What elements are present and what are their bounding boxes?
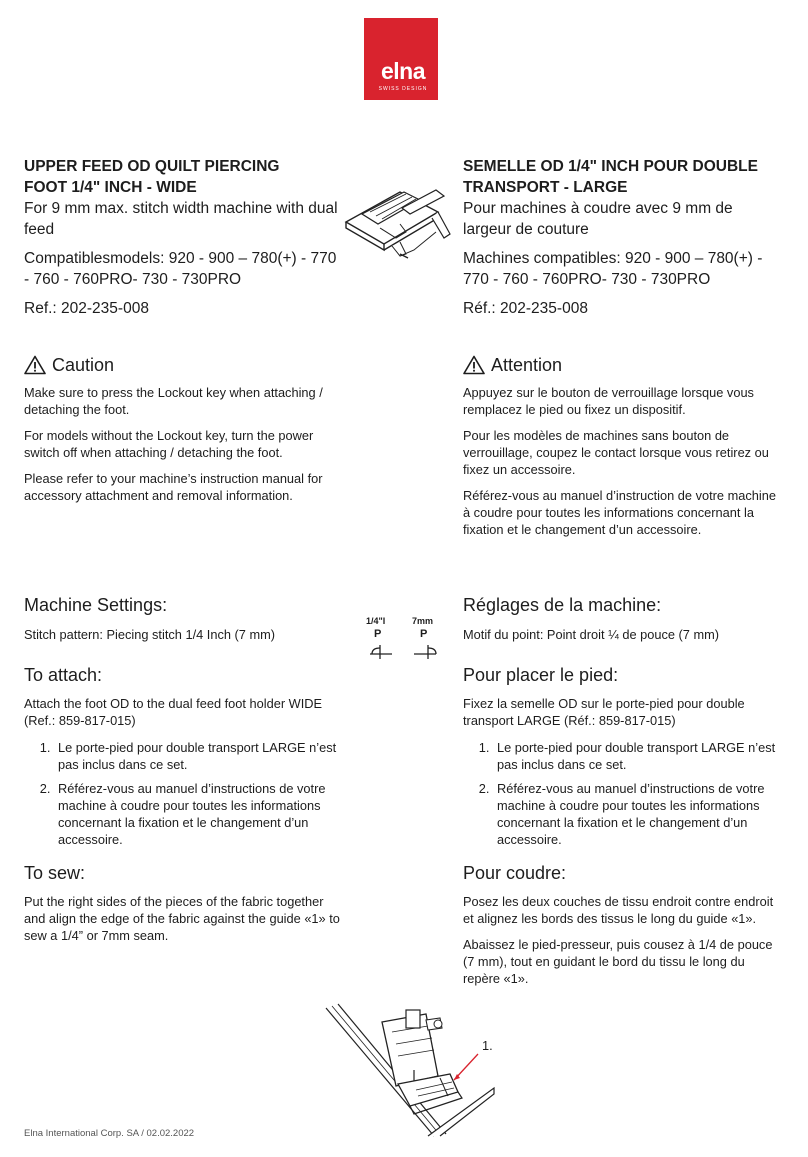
list-item: 1. Le porte-pied pour double transport LARGE n’est pas inclus dans ce set. <box>493 739 783 773</box>
footer-text: Elna International Corp. SA / 02.02.2022 <box>24 1128 195 1139</box>
stitch-label-quarter-inch: 1/4"I <box>366 616 386 626</box>
en-caution-p2: For models without the Lockout key, turn the power switch off when attaching / detaching the foot. <box>24 428 314 460</box>
fr-attach-text: Fixez la semelle OD sur le porte-pied pour double transport LARGE (Réf.: 859-817-015) <box>463 696 745 728</box>
fr-title-line1: SEMELLE OD 1/4" INCH POUR DOUBLE <box>463 158 758 175</box>
en-attach-heading: To attach: <box>24 665 103 685</box>
fr-attach-heading: Pour placer le pied: <box>463 665 619 685</box>
list-item: 2. Référez-vous au manuel d’instructions de votre machine à coudre pour toutes les informations concernant la fixation et le changement d’un accessoire. <box>54 780 344 848</box>
callout-label: 1. <box>482 1038 493 1053</box>
fr-caution-heading-text: Attention <box>491 355 563 375</box>
en-caution-p3: Please refer to your machine’s instruction manual for accessory attachment and removal information. <box>24 471 323 503</box>
fr-settings-text: Motif du point: Point droit ¼ de pouce (7 mm) <box>463 627 720 642</box>
stitch-mode-right: P <box>420 628 428 640</box>
en-caution-heading-text: Caution <box>52 355 115 375</box>
logo-tagline: SWISS DESIGN <box>378 86 428 92</box>
fr-sew-p2: Abaissez le pied-presseur, puis cousez à 1/4 de pouce (7 mm), tout en guidant le bord du tissu le long du repère «1». <box>463 937 773 986</box>
en-sew-section <box>24 862 344 944</box>
fr-attach-steps <box>463 739 783 848</box>
en-attach-steps <box>24 739 344 848</box>
warning-icon <box>463 355 485 375</box>
fr-ref: Réf.: 202-235-008 <box>463 300 588 317</box>
presser-foot-illustration <box>340 184 460 264</box>
en-caution-heading <box>24 354 344 376</box>
fr-sew-section <box>463 862 783 987</box>
fr-caution-p2: Pour les modèles de machines sans bouton de verrouillage, coupez le contact lorsque vous retirez ou fixez un accessoire. <box>463 428 769 477</box>
fr-sew-heading: Pour coudre: <box>463 863 567 883</box>
stitch-mode-left: P <box>374 628 382 640</box>
en-subtitle: For 9 mm max. stitch width machine with dual feed <box>24 200 338 238</box>
en-caution-p1: Make sure to press the Lockout key when attaching / detaching the foot. <box>24 385 323 417</box>
fr-title-line2: TRANSPORT - LARGE <box>463 179 628 196</box>
en-attach-section <box>24 664 344 855</box>
fr-subtitle: Pour machines à coudre avec 9 mm de largeur de couture <box>463 200 733 238</box>
french-column <box>463 156 783 319</box>
en-settings-text: Stitch pattern: Piecing stitch 1/4 Inch (7 mm) <box>24 627 276 642</box>
en-settings-section <box>24 594 344 643</box>
elna-logo <box>364 18 438 100</box>
en-ref: Ref.: 202-235-008 <box>24 300 149 317</box>
en-sew-text: Put the right sides of the pieces of the fabric together and align the edge of the fabric against the guide «1» to sew a 1/4” or 7mm seam. <box>24 894 340 943</box>
fr-caution-heading <box>463 354 783 376</box>
logo-wordmark: elna <box>380 58 426 84</box>
en-sew-heading: To sew: <box>24 863 86 883</box>
fr-settings-section <box>463 594 783 643</box>
en-title-line1: UPPER FEED OD QUILT PIERCING <box>24 158 280 175</box>
en-settings-heading: Machine Settings: <box>24 595 168 615</box>
en-title-line2: FOOT 1/4" INCH - WIDE <box>24 179 197 196</box>
fr-sew-p1: Posez les deux couches de tissu endroit contre endroit et alignez les bords des tissus le long du guide «1». <box>463 894 774 926</box>
list-item: 1. Le porte-pied pour double transport LARGE n’est pas inclus dans ce set. <box>54 739 344 773</box>
stitch-symbol-left-icon <box>368 642 396 662</box>
stitch-pattern-icons <box>360 616 450 666</box>
en-attach-text: Attach the foot OD to the dual feed foot holder WIDE (Ref.: 859-817-015) <box>24 696 323 728</box>
warning-icon <box>24 355 46 375</box>
fr-caution-section <box>463 354 783 538</box>
fr-models: Machines compatibles: 920 - 900 – 780(+) - 770 - 760 - 760PRO- 730 - 730PRO <box>463 250 763 288</box>
en-models: Compatiblesmodels: 920 - 900 – 780(+) - 770 - 760 - 760PRO- 730 - 730PRO <box>24 250 337 288</box>
list-item: 2. Référez-vous au manuel d’instructions de votre machine à coudre pour toutes les informations concernant la fixation et le changement d’un accessoire. <box>493 780 783 848</box>
stitch-label-7mm: 7mm <box>412 616 434 626</box>
english-column <box>24 156 344 319</box>
stitch-symbol-right-icon <box>412 642 440 662</box>
en-caution-section <box>24 354 344 504</box>
sewing-illustration <box>318 996 518 1138</box>
fr-caution-p1: Appuyez sur le bouton de verrouillage lorsque vous remplacez le pied ou fixez un dispositif. <box>463 385 754 417</box>
fr-settings-heading: Réglages de la machine: <box>463 595 662 615</box>
fr-attach-section <box>463 664 783 855</box>
fr-caution-p3: Référez-vous au manuel d’instruction de votre machine à coudre pour toutes les informations concernant la fixation et le changement d’un accessoire. <box>463 488 776 537</box>
